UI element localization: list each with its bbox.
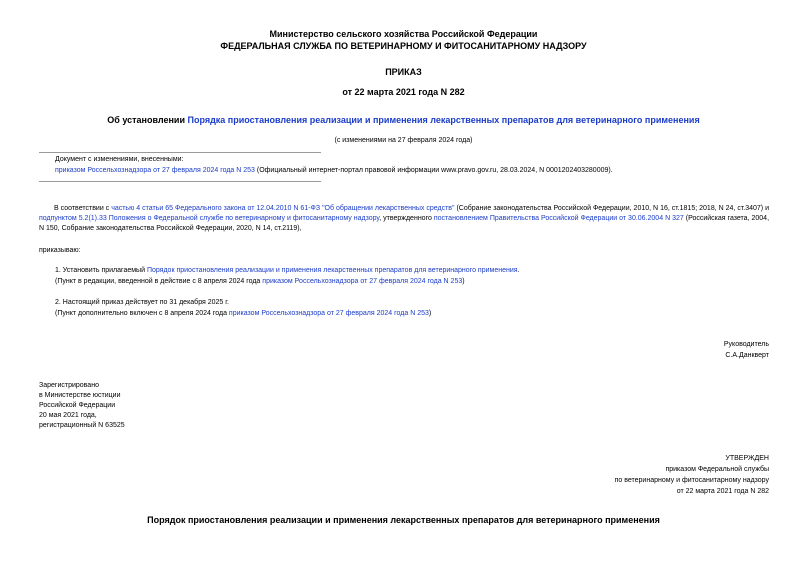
edition-note: (с изменениями на 27 февраля 2024 года) [334,137,473,144]
amendments-link[interactable]: приказом Россельхознадзора от 27 февраля 2024 года N 253 [55,167,255,174]
divider-top [39,152,321,153]
ministry-name: Министерство сельского хозяйства Российской Федерации [269,29,538,39]
item-1-note [55,277,465,286]
title-link[interactable]: Порядка приостановления реализации и применения лекарственных препаратов для ветеринарного применения [187,115,700,125]
item-2-note-end: ) [428,310,432,317]
service-name: ФЕДЕРАЛЬНАЯ СЛУЖБА ПО ВЕТЕРИНАРНОМУ И ФИТОСАНИТАРНОМУ НАДЗОРУ [220,41,587,51]
federal-law-link[interactable]: частью 4 статьи 65 Федерального закона от 12.04.2010 N 61-ФЗ "Об обращении лекарственных средств" [111,205,455,212]
title-prefix: Об установлении [107,115,188,125]
procedure-link[interactable]: Порядок приостановления реализации и применения лекарственных препаратов для ветеринарного применения [146,267,518,274]
divider-bottom [39,181,321,182]
approved-block [615,453,769,497]
item-2-note [55,309,431,318]
item-2-text: 2. Настоящий приказ действует по 31 декабря 2025 г. [55,299,229,306]
document-type: ПРИКАЗ [385,67,422,77]
item-2-note-link[interactable]: приказом Россельхознадзора от 27 февраля 2024 года N 253 [228,310,429,317]
item-1-note-text: (Пункт в редакции, введенной в действие с 8 апреля 2024 года [55,278,263,285]
registration-line: Зарегистрировано [39,382,99,389]
item-1 [55,266,520,275]
document-date: от 22 марта 2021 года N 282 [342,87,465,97]
approved-line: приказом Федеральной службы [665,466,769,473]
approved-line: УТВЕРЖДЕН [725,455,769,462]
annex-title: Порядок приостановления реализации и применения лекарственных препаратов для ветеринарного применения [147,515,660,525]
registration-line: 20 мая 2021 года, [39,412,97,419]
item-1-text: 1. Установить прилагаемый [55,267,147,274]
item-1-end: . [517,267,520,274]
amendments-intro: Документ с изменениями, внесенными: [55,156,184,163]
registration-line: регистрационный N 63525 [39,422,125,429]
registration-line: Российской Федерации [39,402,116,409]
item-1-note-end: ) [462,278,465,285]
amendments-source: (Официальный интернет-портал правовой информации www.pravo.gov.ru, 28.03.2024, N 0001202403280009). [254,167,613,174]
regulation-link[interactable]: подпунктом 5.2(1).33 Положения о Федеральной службе по ветеринарному и фитосанитарному надзору [39,215,380,222]
amendments-line [55,166,613,175]
preamble-text-1: В соответствии с [54,205,112,212]
preamble-text-2: (Собрание законодательства Российской Федерации, 2010, N 16, ст.1815; 2018, N 24, ст.3407) и [454,205,770,212]
item-1-note-link[interactable]: приказом Россельхознадзора от 27 февраля 2024 года N 253 [262,278,463,285]
government-decree-link[interactable]: постановлением Правительства Российской Федерации от 30.06.2004 N 327 [433,215,684,222]
item-2 [55,298,229,307]
registration-line: в Министерстве юстиции [39,392,121,399]
preamble-text-4: (Российская газета, 2004, N 150, Собрание законодательства Российской Федерации, 2020, N 14, ст.2119), [39,215,770,232]
order-word: приказываю: [39,247,81,254]
item-2-note-text: (Пункт дополнительно включен с 8 апреля 2024 года [55,310,229,317]
preamble-text-3: , утвержденного [379,215,434,222]
signature-name: С.А.Данкверт [725,352,769,359]
approved-line: по ветеринарному и фитосанитарному надзору [614,477,769,484]
preamble [39,204,769,234]
registration-block [39,381,125,431]
document-title [0,115,807,126]
approved-line: от 22 марта 2021 года N 282 [676,488,769,495]
signature-position: Руководитель [723,341,769,348]
